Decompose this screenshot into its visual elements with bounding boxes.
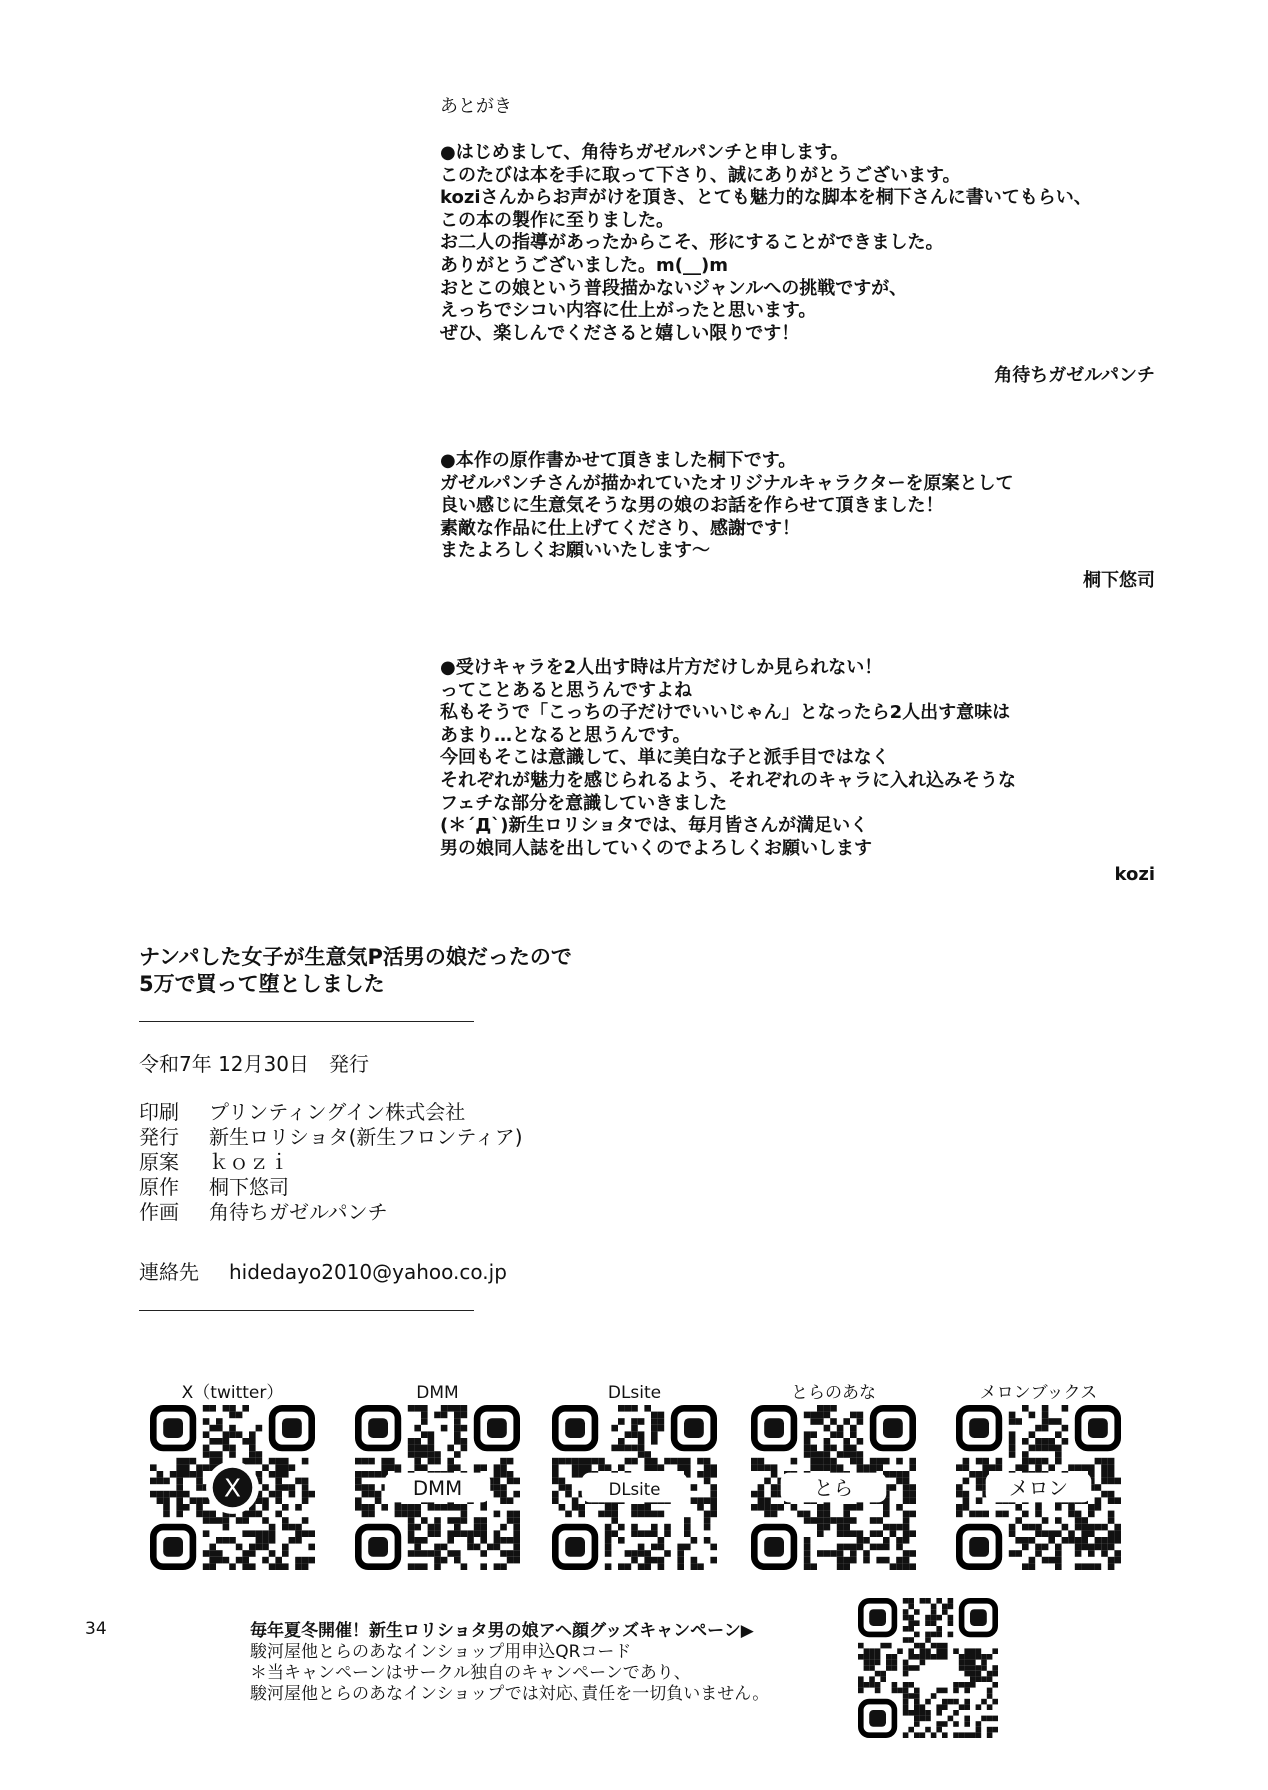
qr-code-icon <box>355 1405 520 1570</box>
text-line: お二人の指導があったからこそ、形にすることができました。 <box>440 232 944 254</box>
text-line: ぜひ、楽しんでくださると嬉しい限りです！ <box>440 322 800 344</box>
text-line: 素敵な作品に仕上げてくださり、感謝です！ <box>440 517 800 539</box>
credit-row <box>139 1150 523 1175</box>
afterword-section-planner <box>440 657 1155 860</box>
credit-row <box>139 1125 523 1150</box>
campaign-line: 駿河屋他とらのあなインショップ用申込QRコード <box>250 1642 632 1662</box>
credit-value: 角待ちガゼルパンチ <box>209 1200 388 1224</box>
text-line: 良い感じに生意気そうな男の娘のお話を作らせて頂きました！ <box>440 495 944 517</box>
title-line: ナンパした女子が生意気P活男の娘だったので <box>139 945 572 969</box>
credit-label: 印刷 <box>139 1100 179 1124</box>
divider <box>139 1021 474 1022</box>
campaign-notice <box>250 1621 769 1705</box>
text-line: この本の製作に至りました。 <box>440 209 674 231</box>
campaign-line: ＊当キャンペーンはサークル独自のキャンペーンであり、 <box>250 1663 691 1683</box>
credits-list <box>139 1100 523 1225</box>
svg-text:DLsite: DLsite <box>608 1479 661 1499</box>
qr-label: DLsite <box>607 1383 662 1403</box>
contact-email: hidedayo2010@yahoo.co.jp <box>229 1260 507 1284</box>
signature-planner: kozi <box>1114 864 1155 885</box>
qr-label: とらのあな <box>791 1383 876 1403</box>
qr-label: X（twitter） <box>181 1383 284 1403</box>
text-line: (＊´Д`)新生ロリショタでは、毎月皆さんが満足いく <box>440 815 869 837</box>
credit-row <box>139 1100 523 1125</box>
text-line: ●本作の原作書かせて頂きました桐下です。 <box>440 450 797 471</box>
credit-row <box>139 1175 523 1200</box>
text-line: あまり…となると思うんです。 <box>440 724 691 746</box>
contact-label: 連絡先 <box>139 1260 199 1284</box>
text-line: このたびは本を手に取って下さり、誠にありがとうございます。 <box>440 164 961 186</box>
afterword-heading: あとがき <box>440 96 512 117</box>
credit-label: 発行 <box>139 1125 179 1149</box>
qr-code-icon <box>751 1405 916 1570</box>
text-line: えっちでシコい内容に仕上がったと思います。 <box>440 300 817 322</box>
credit-label: 原作 <box>139 1175 179 1199</box>
text-line: それぞれが魅力を感じられるよう、それぞれのキャラに入れ込みそうな <box>440 769 1016 791</box>
title-line: 5万で買って堕としました <box>139 972 385 996</box>
text-line: またよろしくお願いいたします〜 <box>440 540 710 562</box>
text-line: koziさんからお声がけを頂き、とても魅力的な脚本を桐下さんに書いてもらい、 <box>440 187 1092 209</box>
signature-artist: 角待ちガゼルパンチ <box>994 365 1155 386</box>
text-line: おとこの娘という普段描かないジャンルへの挑戦ですが、 <box>440 277 908 299</box>
qr-twitter[interactable] <box>145 1383 320 1570</box>
svg-text:メロン: メロン <box>1008 1476 1069 1500</box>
contact <box>139 1256 507 1285</box>
text-line: 今回もそこは意識して、単に美白な子と派手目ではなく <box>440 747 890 769</box>
svg-text:DMM: DMM <box>412 1476 463 1500</box>
text-line: ガゼルパンチさんが描かれていたオリジナルキャラクターを原案として <box>440 472 1014 494</box>
text-line: ありがとうございました。m(__)m <box>440 254 728 276</box>
page-number: 34 <box>85 1619 107 1639</box>
credit-label: 原案 <box>139 1150 179 1174</box>
signature-writer: 桐下悠司 <box>1083 570 1155 591</box>
afterword-section-artist <box>440 142 1155 345</box>
credit-row <box>139 1200 523 1225</box>
qr-melonbooks[interactable] <box>951 1383 1126 1570</box>
qr-dlsite[interactable] <box>547 1383 722 1570</box>
campaign-qr-code-icon[interactable] <box>858 1598 998 1738</box>
text-line: ●受けキャラを2人出す時は片方だけしか見られない！ <box>440 657 883 678</box>
svg-text:X: X <box>224 1473 241 1503</box>
credit-value: プリンティングイン株式会社 <box>209 1100 466 1124</box>
qr-dmm[interactable] <box>350 1383 525 1570</box>
afterword-section-writer <box>440 450 1155 563</box>
credit-label: 作画 <box>139 1200 179 1224</box>
svg-text:とら: とら <box>813 1476 854 1500</box>
qr-toranoana[interactable] <box>746 1383 921 1570</box>
text-line: 男の娘同人誌を出していくのでよろしくお願いします <box>440 837 872 859</box>
qr-code-icon <box>150 1405 315 1570</box>
book-title <box>139 944 572 998</box>
campaign-headline: 毎年夏冬開催！新生ロリショタ男の娘アヘ顔グッズキャンペーン▶ <box>250 1621 754 1641</box>
qr-code-icon <box>552 1405 717 1570</box>
qr-label: メロンブックス <box>979 1383 1098 1403</box>
qr-code-icon <box>956 1405 1121 1570</box>
text-line: フェチな部分を意識していきました <box>440 792 728 814</box>
credit-value: 桐下悠司 <box>209 1175 289 1199</box>
campaign-line: 駿河屋他とらのあなインショップでは対応､責任を一切負いません。 <box>250 1684 770 1704</box>
text-line: ってことあると思うんですよね <box>440 679 692 701</box>
text-line: ●はじめまして、角待ちガゼルパンチと申します。 <box>440 142 849 163</box>
divider <box>139 1310 474 1311</box>
text-line: 私もそうで「こっちの子だけでいいじゃん」となったら2人出す意味は <box>440 702 1011 724</box>
publish-date: 令和7年 12月30日 発行 <box>139 1052 369 1076</box>
qr-label: DMM <box>416 1383 459 1403</box>
credit-value: ｋｏｚｉ <box>209 1150 289 1174</box>
credit-value: 新生ロリショタ(新生フロンティア) <box>209 1125 523 1149</box>
